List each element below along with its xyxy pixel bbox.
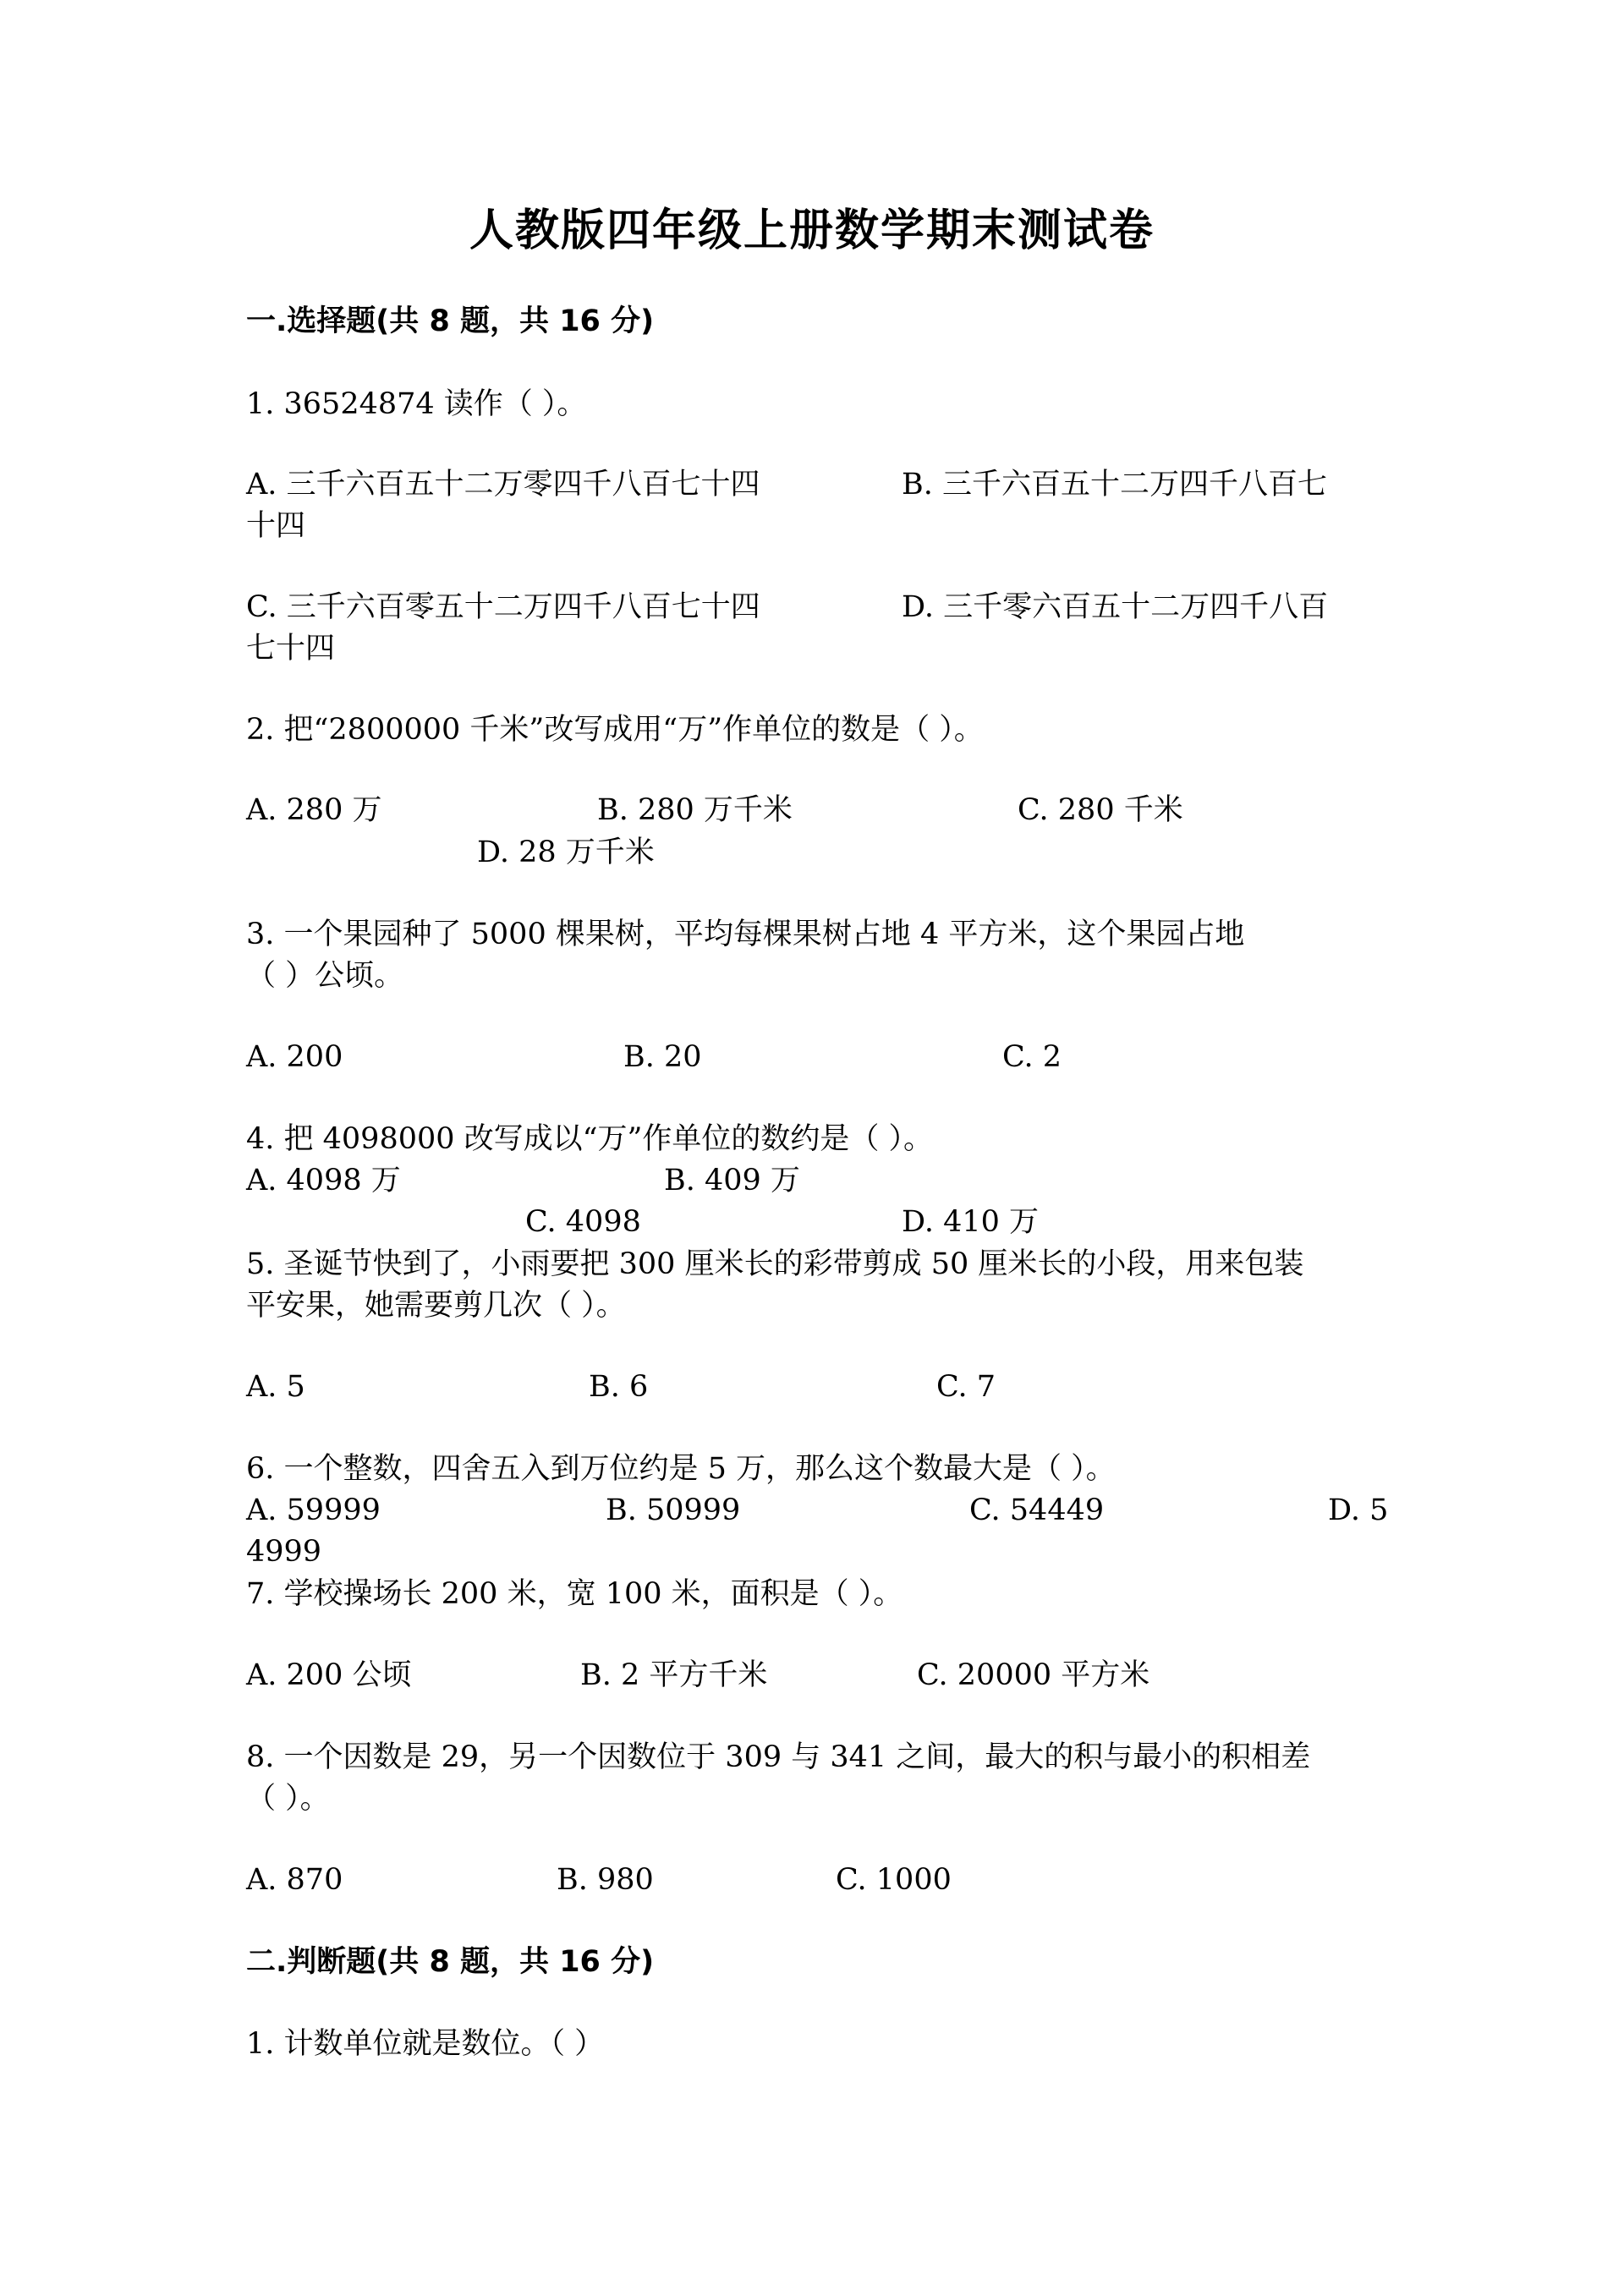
question-5-stem-line2: 平安果，她需要剪几次（ ）。 xyxy=(246,1289,626,1323)
q2-option-d: D. 28 万千米 xyxy=(477,836,655,869)
question-1-stem: 1. 36524874 读作（ ）。 xyxy=(246,387,587,421)
q5-option-c: C. 7 xyxy=(936,1370,996,1404)
q4-option-d: D. 410 万 xyxy=(902,1205,1039,1239)
q7-option-a: A. 200 公顷 xyxy=(246,1658,412,1692)
question-8-stem-line1: 8. 一个因数是 29，另一个因数位于 309 与 341 之间，最大的积与最小的积相差 xyxy=(246,1740,1311,1774)
q3-option-a: A. 200 xyxy=(246,1040,343,1074)
q1-option-d-cont: 七十四 xyxy=(246,632,336,666)
question-2-stem: 2. 把“2800000 千米”改写成用“万”作单位的数是（ ）。 xyxy=(246,713,984,747)
q6-option-a: A. 59999 xyxy=(246,1493,381,1527)
q7-option-b: B. 2 平方千米 xyxy=(580,1658,768,1692)
question-3-stem-line1: 3. 一个果园种了 5000 棵果树，平均每棵果树占地 4 平方米，这个果园占地 xyxy=(246,918,1245,951)
question-3-stem-line2: （ ）公顷。 xyxy=(246,959,404,993)
q5-option-a: A. 5 xyxy=(246,1370,305,1404)
q4-option-a: A. 4098 万 xyxy=(246,1164,401,1197)
section-heading-choice: 一.选择题(共 8 题，共 16 分) xyxy=(246,304,655,338)
q6-option-d-cont: 4999 xyxy=(246,1535,322,1569)
question-8-stem-line2: （ ）。 xyxy=(246,1782,330,1816)
q6-option-b: B. 50999 xyxy=(606,1493,741,1527)
q1-option-a: A. 三千六百五十二万零四千八百七十四 xyxy=(246,468,760,501)
q2-option-a: A. 280 万 xyxy=(246,793,382,827)
q6-option-c: C. 54449 xyxy=(969,1493,1105,1527)
page-title: 人教版四年级上册数学期末测试卷 xyxy=(469,205,1155,256)
q8-option-c: C. 1000 xyxy=(836,1863,952,1897)
q6-option-d: D. 5 xyxy=(1328,1493,1389,1527)
q1-option-d: D. 三千零六百五十二万四千八百 xyxy=(902,590,1329,624)
q2-option-c: C. 280 千米 xyxy=(1018,793,1183,827)
q7-option-c: C. 20000 平方米 xyxy=(917,1658,1150,1692)
q5-option-b: B. 6 xyxy=(589,1370,649,1404)
question-5-stem-line1: 5. 圣诞节快到了，小雨要把 300 厘米长的彩带剪成 50 厘米长的小段，用来包装 xyxy=(246,1247,1304,1281)
q1-option-b: B. 三千六百五十二万四千八百七 xyxy=(902,468,1327,501)
q1-option-b-cont: 十四 xyxy=(246,509,306,543)
q3-option-b: B. 20 xyxy=(623,1040,702,1074)
q4-option-c: C. 4098 xyxy=(525,1205,641,1239)
q1-option-c: C. 三千六百零五十二万四千八百七十四 xyxy=(246,590,760,624)
q8-option-b: B. 980 xyxy=(557,1863,654,1897)
section-heading-judgment: 二.判断题(共 8 题，共 16 分) xyxy=(246,1945,655,1979)
question-6-stem: 6. 一个整数，四舍五入到万位约是 5 万，那么这个数最大是（ ）。 xyxy=(246,1452,1116,1486)
q8-option-a: A. 870 xyxy=(246,1863,343,1897)
q4-option-b: B. 409 万 xyxy=(664,1164,800,1197)
question-7-stem: 7. 学校操场长 200 米，宽 100 米，面积是（ ）。 xyxy=(246,1577,903,1611)
q2-option-b: B. 280 万千米 xyxy=(597,793,793,827)
q3-option-c: C. 2 xyxy=(1002,1040,1062,1074)
judgment-question-1: 1. 计数单位就是数位。（ ） xyxy=(246,2027,605,2061)
question-4-stem: 4. 把 4098000 改写成以“万”作单位的数约是（ ）。 xyxy=(246,1122,934,1156)
